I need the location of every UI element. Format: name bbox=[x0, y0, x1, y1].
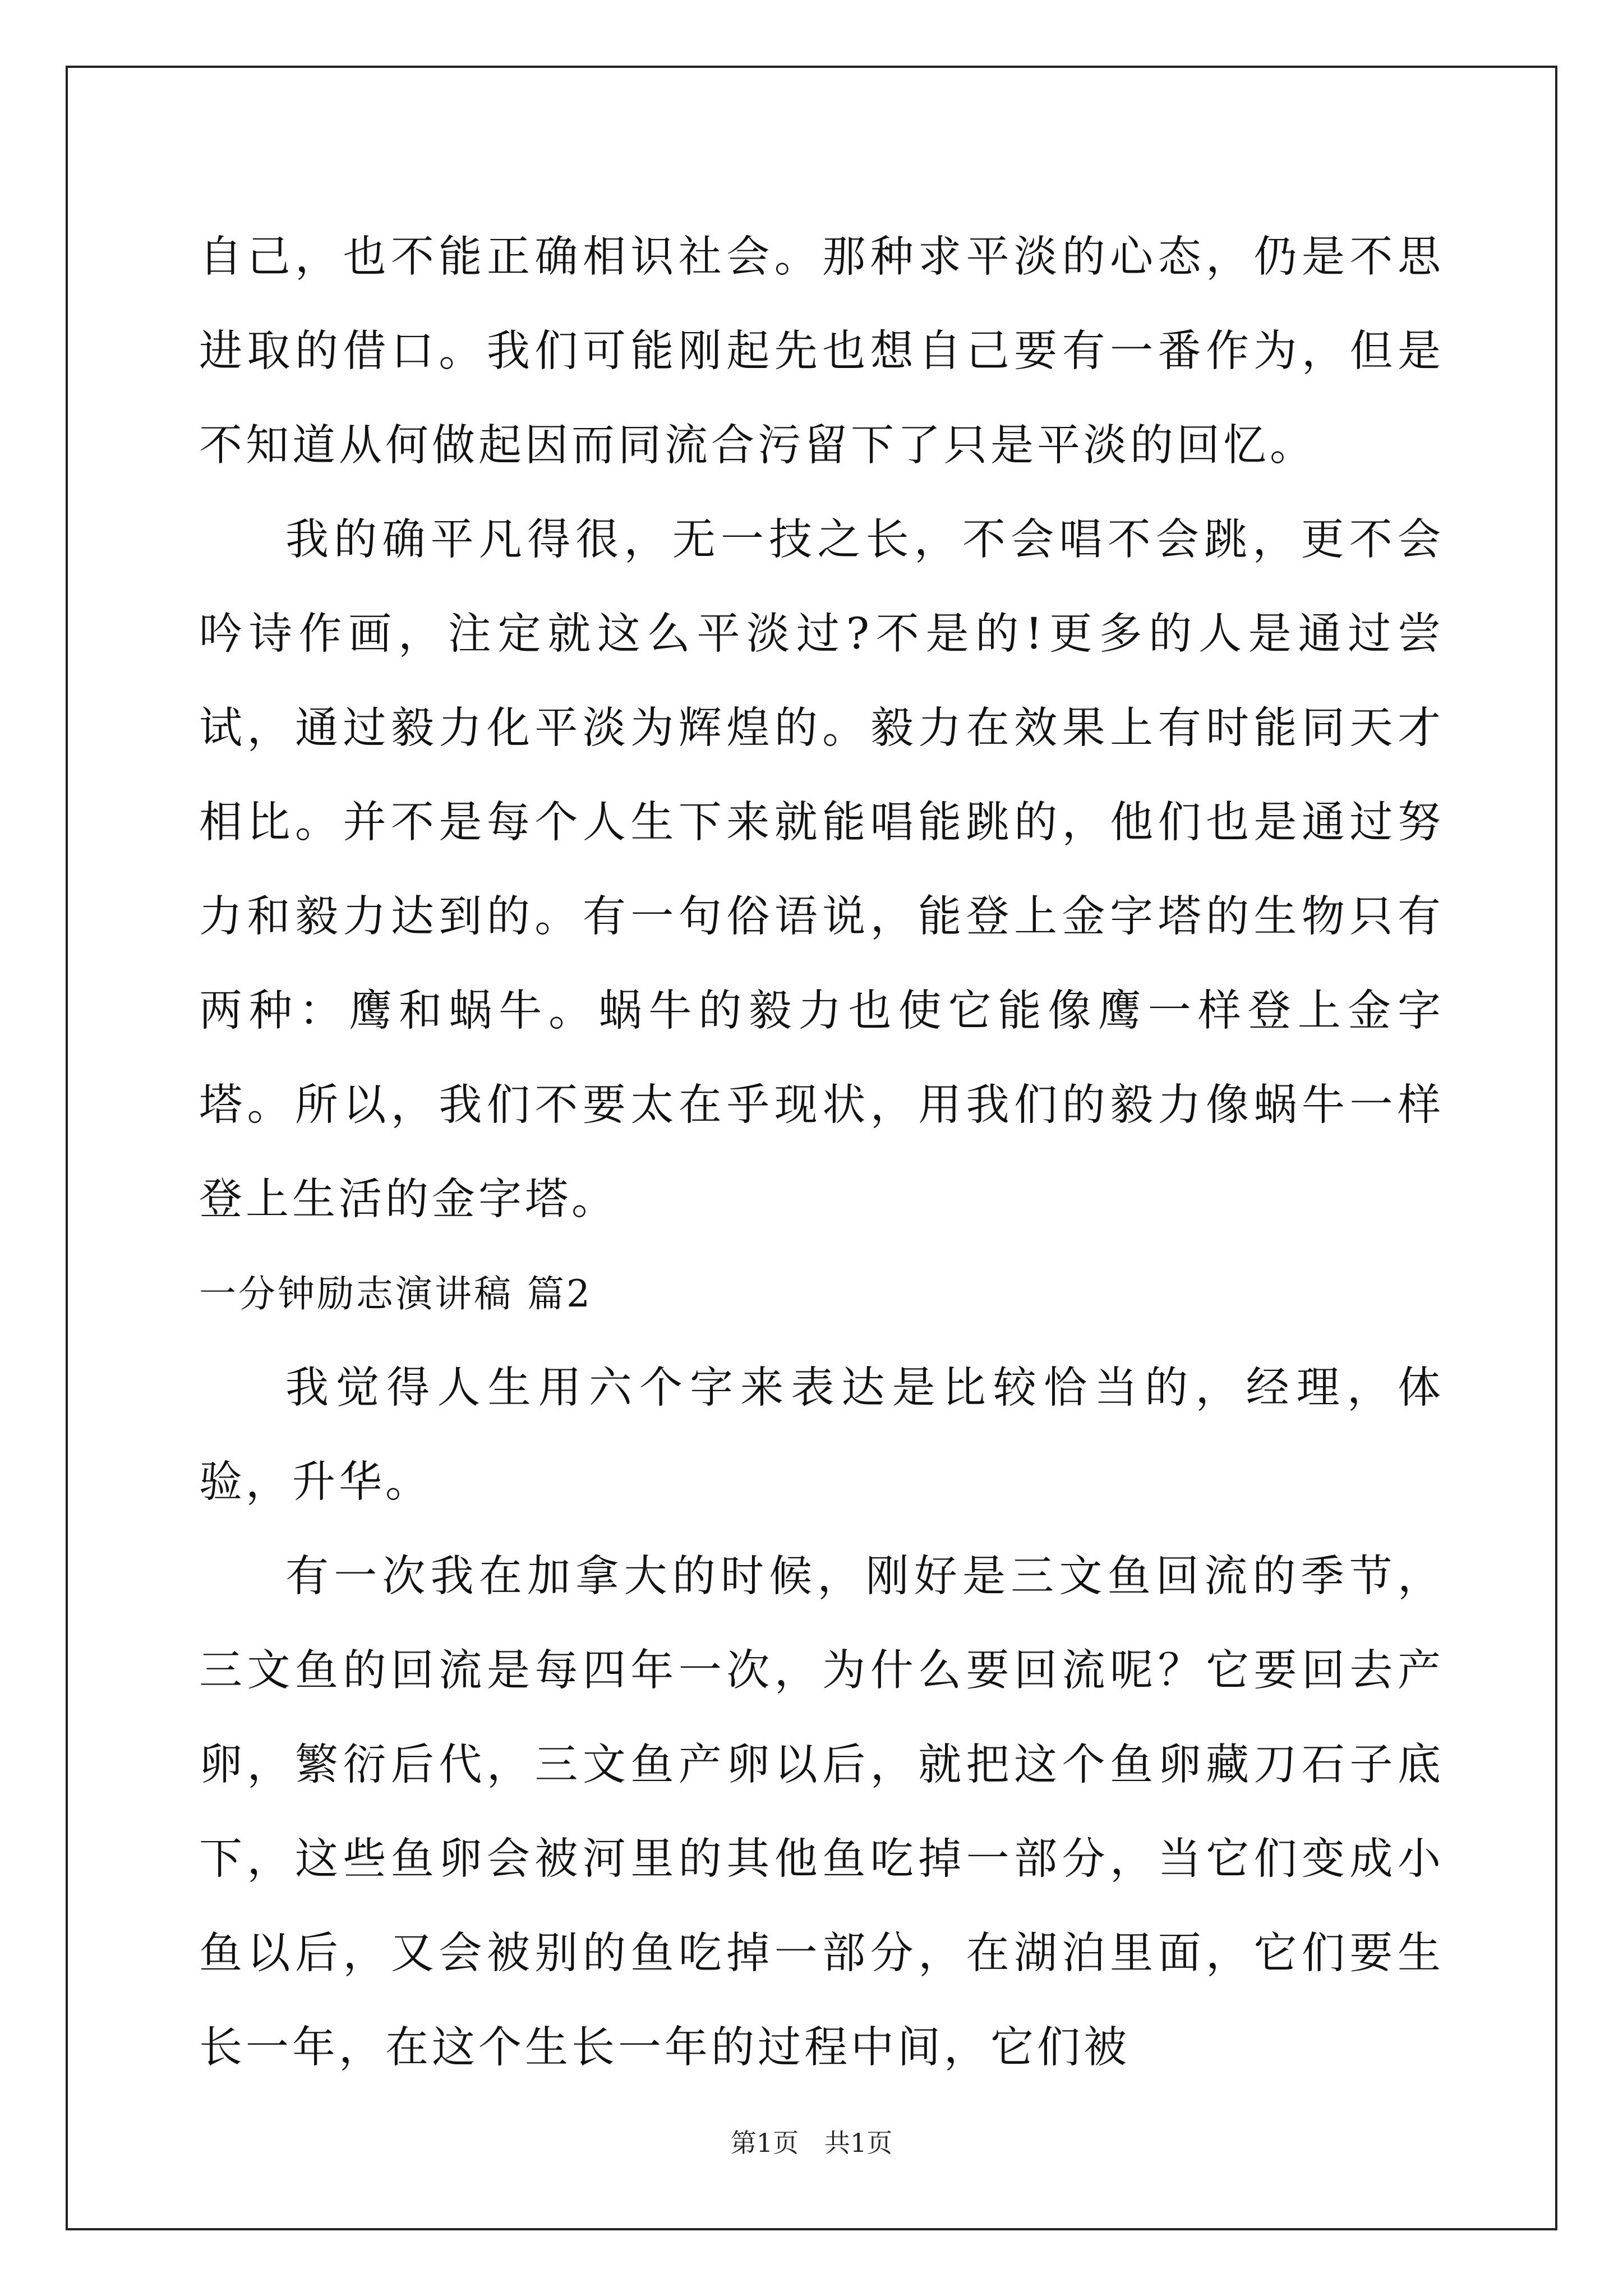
section-paragraph-1: 我觉得人生用六个字来表达是比较恰当的，经理，体验，升华。 bbox=[199, 1363, 1444, 1507]
paragraph-2: 我的确平凡得很，无一技之长，不会唱不会跳，更不会吟诗作画，注定就这么平淡过?不是的!更多的人是通过尝试，通过毅力化平淡为辉煌的。毅力在效果上有时能同天才相比。并不是每个人生下来就能唱能跳的，他们也是通过努力和毅力达到的。有一句俗语说，能登上金字塔的生物只有两种：鹰和蜗牛。蜗牛的毅力也使它能像鹰一样登上金字塔。所以，我们不要太在乎现状，用我们的毅力像蜗牛一样登上生活的金字塔。 bbox=[199, 515, 1444, 1225]
section-paragraph-2: 有一次我在加拿大的时候，刚好是三文鱼回流的季节，三文鱼的回流是每四年一次，为什么要回流呢？它要回去产卵，繁衍后代，三文鱼产卵以后，就把这个鱼卵藏刀石子底下，这些鱼卵会被河里的其他鱼吃掉一部分，当它们变成小鱼以后，又会被别的鱼吃掉一部分，在湖泊里面，它们要生长一年，在这个生长一年的过程中间，它们被 bbox=[199, 1552, 1444, 2073]
section-heading: 一分钟励志演讲稿 篇2 bbox=[199, 1272, 592, 1315]
document-body bbox=[199, 210, 1444, 2095]
paragraph-1: 自己，也不能正确相识社会。那种求平淡的心态，仍是不思进取的借口。我们可能刚起先也想自己要有一番作为，但是不知道从何做起因而同流合污留下了只是平淡的回忆。 bbox=[199, 232, 1444, 471]
page-footer: 第1页 共1页 bbox=[730, 2128, 893, 2158]
